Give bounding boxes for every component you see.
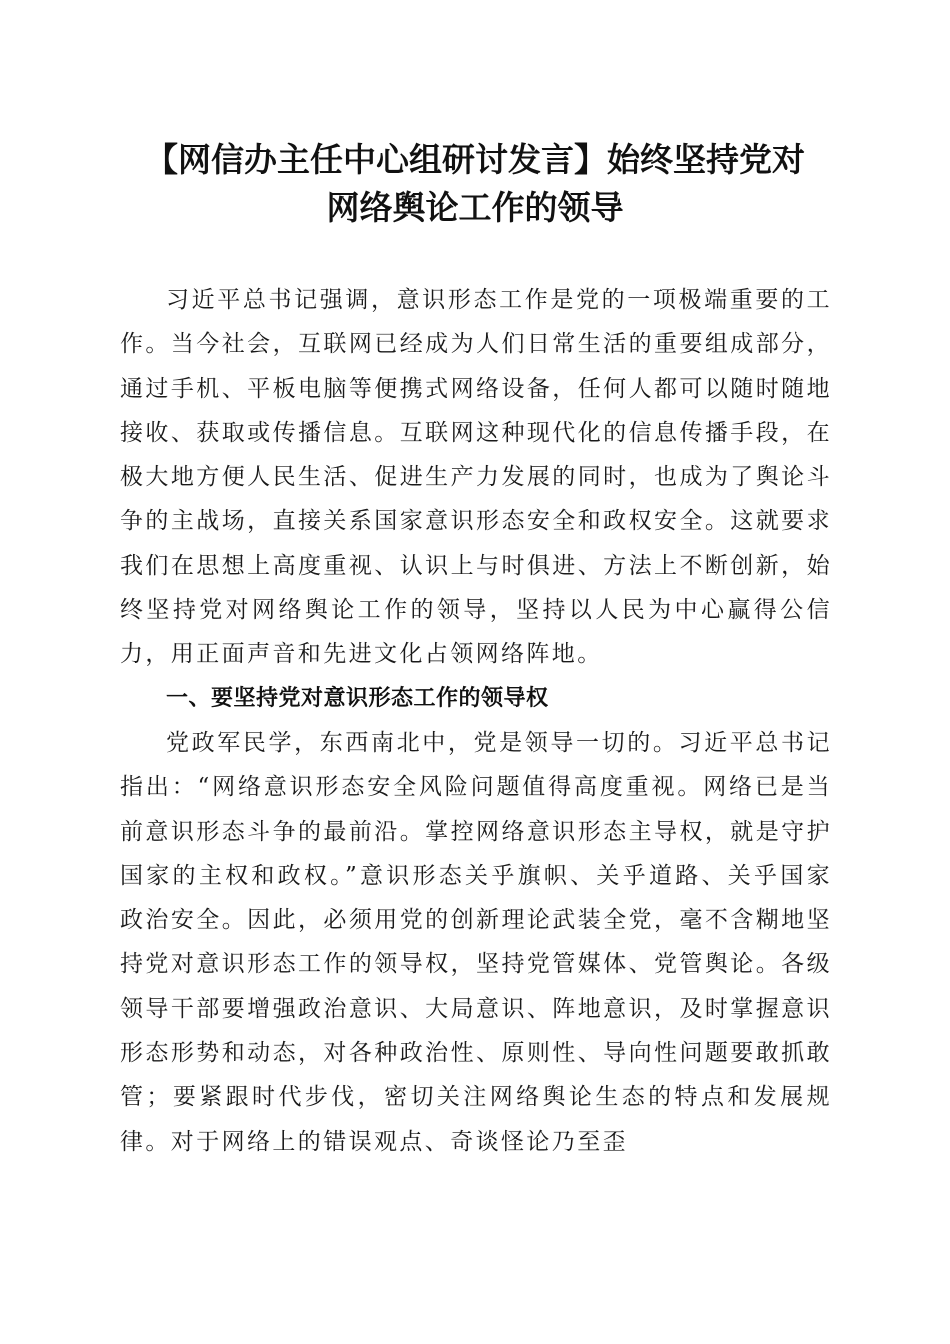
title-line-1: 【网信办主任中心组研讨发言】始终坚持党对	[145, 140, 805, 179]
document-body	[120, 278, 832, 1164]
section-1-heading: 一、要坚持党对意识形态工作的领导权	[166, 685, 549, 711]
title-line-2: 网络舆论工作的领导	[326, 188, 624, 227]
document-title	[90, 136, 860, 232]
section-1-paragraph: 党政军民学，东西南北中，党是领导一切的。习近平总书记指出：“网络意识形态安全风险问题值得高度重视。网络已是当前意识形态斗争的最前沿。掌控网络意识形态主导权，就是守护国家的主权和政权。”意识形态关乎旗帜、关乎道路、关乎国家政治安全。因此，必须用党的创新理论武装全党，毫不含糊地坚持党对意识形态工作的领导权，坚持党管媒体、党管舆论。各级领导干部要增强政治意识、大局意识、阵地意识，及时掌握意识形态形势和动态，对各种政治性、原则性、导向性问题要敢抓敢管；要紧跟时代步伐，密切关注网络舆论生态的特点和发展规律。对于网络上的错误观点、奇谈怪论乃至歪	[120, 729, 832, 1155]
intro-paragraph: 习近平总书记强调，意识形态工作是党的一项极端重要的工作。当今社会，互联网已经成为人们日常生活的重要组成部分，通过手机、平板电脑等便携式网络设备，任何人都可以随时随地接收、获取或传播信息。互联网这种现代化的信息传播手段，在极大地方便人民生活、促进生产力发展的同时，也成为了舆论斗争的主战场，直接关系国家意识形态安全和政权安全。这就要求我们在思想上高度重视、认识上与时俱进、方法上不断创新，始终坚持党对网络舆论工作的领导，坚持以人民为中心赢得公信力，用正面声音和先进文化占领网络阵地。	[120, 287, 832, 668]
